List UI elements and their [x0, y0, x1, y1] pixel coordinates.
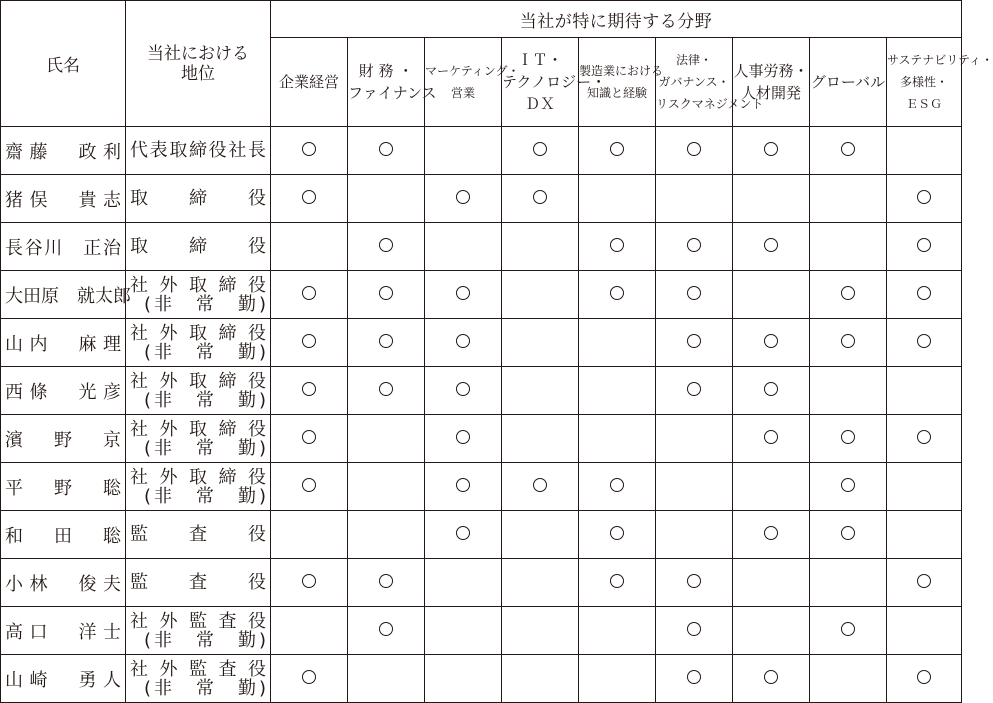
table-row — [1, 559, 962, 607]
field-header-line: ファイナンス — [348, 84, 437, 102]
circle-mark-icon — [687, 622, 701, 636]
position-note: (非 常 勤) — [144, 629, 266, 651]
skill-cell — [733, 319, 810, 367]
field-header-line: 企業経営 — [278, 73, 339, 91]
field-header-line: 人材開発 — [740, 84, 801, 102]
skill-cell — [271, 271, 348, 319]
table-row — [1, 367, 962, 415]
table-row — [1, 655, 962, 703]
skill-cell — [348, 511, 425, 559]
skill-cell — [271, 175, 348, 223]
skill-cell — [502, 175, 579, 223]
skill-cell — [348, 319, 425, 367]
skill-cell — [425, 223, 502, 271]
circle-mark-icon — [379, 334, 393, 348]
skill-cell — [271, 319, 348, 367]
field-header-5 — [656, 38, 764, 127]
skill-cell — [810, 319, 887, 367]
director-position — [126, 319, 271, 367]
position-note: (非 常 勤) — [144, 437, 266, 459]
director-name: 齋藤 政利 — [1, 127, 126, 175]
circle-mark-icon — [302, 670, 316, 684]
circle-mark-icon — [687, 334, 701, 348]
table-row — [1, 271, 962, 319]
table-row — [1, 223, 962, 271]
skill-cell — [502, 559, 579, 607]
circle-mark-icon — [456, 334, 470, 348]
skill-cell — [733, 655, 810, 703]
skill-cell — [810, 223, 887, 271]
skill-cell — [348, 415, 425, 463]
skill-cell — [348, 127, 425, 175]
circle-mark-icon — [456, 430, 470, 444]
skill-cell — [810, 415, 887, 463]
circle-mark-icon — [379, 622, 393, 636]
director-name: 大田原 就太郎 — [1, 271, 126, 319]
field-header-line: ＥＳＧ — [905, 97, 942, 111]
director-position — [126, 367, 271, 415]
skill-cell — [579, 655, 656, 703]
skill-cell — [502, 607, 579, 655]
circle-mark-icon — [841, 334, 855, 348]
field-header-line: 製造業における — [579, 64, 664, 78]
skill-cell — [810, 175, 887, 223]
name-column-header: 氏名 — [1, 1, 126, 127]
position-title: 社外監査役 — [130, 658, 266, 680]
circle-mark-icon — [533, 142, 547, 156]
skill-cell — [425, 319, 502, 367]
field-header-4 — [579, 38, 664, 127]
field-header-line: 多様性・ — [899, 75, 948, 89]
circle-mark-icon — [841, 142, 855, 156]
skill-cell — [656, 175, 733, 223]
skill-cell — [810, 367, 887, 415]
director-position — [126, 655, 271, 703]
skill-cell — [579, 415, 656, 463]
field-header-line: サステナビリティ・ — [887, 53, 993, 67]
circle-mark-icon — [610, 526, 624, 540]
table-row — [1, 415, 962, 463]
circle-mark-icon — [687, 670, 701, 684]
skill-cell — [887, 655, 962, 703]
circle-mark-icon — [302, 190, 316, 204]
position-title: 監 査 役 — [130, 524, 266, 545]
skill-cell — [810, 463, 887, 511]
circle-mark-icon — [610, 286, 624, 300]
director-name: 長谷川 正治 — [1, 223, 126, 271]
skill-cell — [271, 127, 348, 175]
circle-mark-icon — [841, 622, 855, 636]
circle-mark-icon — [302, 574, 316, 588]
skill-cell — [425, 511, 502, 559]
circle-mark-icon — [764, 670, 778, 684]
circle-mark-icon — [917, 238, 931, 252]
field-header-1 — [348, 38, 437, 127]
circle-mark-icon — [302, 142, 316, 156]
skill-cell — [810, 511, 887, 559]
skill-cell — [733, 607, 810, 655]
skill-cell — [733, 367, 810, 415]
circle-mark-icon — [302, 478, 316, 492]
skill-cell — [579, 127, 656, 175]
circle-mark-icon — [687, 286, 701, 300]
position-note: (非 常 勤) — [144, 293, 266, 315]
skill-cell — [733, 175, 810, 223]
position-title: 取 締 役 — [130, 236, 266, 257]
circle-mark-icon — [533, 478, 547, 492]
director-position — [126, 463, 271, 511]
position-note: (非 常 勤) — [144, 341, 266, 363]
circle-mark-icon — [302, 334, 316, 348]
skill-cell — [271, 367, 348, 415]
skill-cell — [810, 607, 887, 655]
skill-cell — [271, 655, 348, 703]
skill-cell — [887, 559, 962, 607]
skill-cell — [579, 175, 656, 223]
field-header-line: ＤＸ — [524, 95, 555, 113]
field-header-line: テクノロジー・ — [502, 73, 607, 91]
director-position — [126, 127, 271, 175]
circle-mark-icon — [302, 382, 316, 396]
circle-mark-icon — [764, 238, 778, 252]
circle-mark-icon — [610, 142, 624, 156]
skill-cell — [733, 415, 810, 463]
table-row — [1, 511, 962, 559]
skill-cell — [810, 559, 887, 607]
circle-mark-icon — [917, 430, 931, 444]
director-position — [126, 271, 271, 319]
skill-cell — [733, 223, 810, 271]
circle-mark-icon — [379, 574, 393, 588]
position-title: 社外取締役 — [130, 370, 266, 392]
position-title: 社外取締役 — [130, 466, 266, 488]
field-header-line: ガバナンス・ — [658, 75, 730, 89]
position-note: (非 常 勤) — [144, 389, 266, 411]
director-name: 山崎 勇人 — [1, 655, 126, 703]
skill-cell — [656, 367, 733, 415]
table-row — [1, 607, 962, 655]
skill-cell — [656, 655, 733, 703]
skill-cell — [887, 223, 962, 271]
skill-cell — [579, 559, 656, 607]
circle-mark-icon — [917, 670, 931, 684]
field-header-line: 営業 — [450, 86, 475, 100]
skill-cell — [348, 655, 425, 703]
skill-cell — [656, 271, 733, 319]
field-header-line: 人事労務・ — [733, 62, 809, 80]
skill-cell — [271, 415, 348, 463]
circle-mark-icon — [687, 574, 701, 588]
position-header-line1: 当社における — [147, 43, 249, 64]
director-position — [126, 415, 271, 463]
circle-mark-icon — [841, 286, 855, 300]
director-name: 和 田 聡 — [1, 511, 126, 559]
circle-mark-icon — [533, 190, 547, 204]
skill-cell — [271, 463, 348, 511]
circle-mark-icon — [610, 574, 624, 588]
position-note: (非 常 勤) — [144, 677, 266, 699]
circle-mark-icon — [841, 526, 855, 540]
circle-mark-icon — [456, 190, 470, 204]
table-row — [1, 319, 962, 367]
circle-mark-icon — [841, 478, 855, 492]
circle-mark-icon — [764, 334, 778, 348]
skill-cell — [656, 127, 733, 175]
position-title: 社外取締役 — [130, 274, 266, 296]
director-name: 猪俣 貴志 — [1, 175, 126, 223]
position-title: 取 締 役 — [130, 188, 266, 209]
skill-cell — [887, 367, 962, 415]
position-header-line2: 地位 — [181, 63, 215, 84]
skill-cell — [425, 175, 502, 223]
skill-cell — [579, 607, 656, 655]
skill-cell — [348, 175, 425, 223]
field-header-line: ＩＴ・ — [517, 51, 563, 69]
skill-cell — [502, 463, 579, 511]
skill-cell — [425, 271, 502, 319]
skill-cell — [425, 559, 502, 607]
skill-cell — [271, 607, 348, 655]
director-position — [126, 223, 271, 271]
position-column-header — [126, 1, 271, 127]
skill-cell — [579, 271, 656, 319]
field-header-line: グローバル — [810, 73, 886, 91]
skill-cell — [887, 175, 962, 223]
field-header-3 — [502, 38, 607, 127]
skill-cell — [425, 607, 502, 655]
circle-mark-icon — [764, 526, 778, 540]
skill-cell — [887, 463, 962, 511]
skill-cell — [579, 511, 656, 559]
director-position — [126, 607, 271, 655]
skill-cell — [502, 319, 579, 367]
skill-cell — [579, 367, 656, 415]
skill-cell — [887, 607, 962, 655]
skill-cell — [502, 655, 579, 703]
skill-cell — [348, 463, 425, 511]
field-header-6 — [733, 38, 810, 127]
circle-mark-icon — [917, 286, 931, 300]
expected-fields-header: 当社が特に期待する分野 — [271, 1, 962, 38]
director-position — [126, 559, 271, 607]
skill-cell — [810, 127, 887, 175]
skill-cell — [887, 319, 962, 367]
field-header-line: マーケティング・ — [425, 64, 520, 78]
skill-cell — [656, 223, 733, 271]
skill-cell — [502, 271, 579, 319]
circle-mark-icon — [917, 574, 931, 588]
skill-cell — [733, 271, 810, 319]
skill-cell — [271, 223, 348, 271]
skill-cell — [656, 319, 733, 367]
skill-cell — [733, 559, 810, 607]
skill-cell — [579, 463, 656, 511]
position-note: (非 常 勤) — [144, 485, 266, 507]
circle-mark-icon — [379, 142, 393, 156]
table-row — [1, 463, 962, 511]
director-name: 西條 光彦 — [1, 367, 126, 415]
skill-cell — [502, 367, 579, 415]
circle-mark-icon — [456, 526, 470, 540]
circle-mark-icon — [456, 478, 470, 492]
skill-cell — [656, 511, 733, 559]
skill-cell — [733, 463, 810, 511]
director-name: 山内 麻理 — [1, 319, 126, 367]
skill-cell — [271, 511, 348, 559]
circle-mark-icon — [456, 286, 470, 300]
circle-mark-icon — [917, 190, 931, 204]
circle-mark-icon — [687, 382, 701, 396]
field-header-line: リスクマネジメント — [656, 97, 764, 111]
circle-mark-icon — [687, 238, 701, 252]
skill-cell — [502, 223, 579, 271]
circle-mark-icon — [764, 142, 778, 156]
field-header-7 — [810, 38, 887, 127]
skill-cell — [733, 511, 810, 559]
skill-cell — [425, 463, 502, 511]
table-row — [1, 127, 962, 175]
skill-cell — [579, 319, 656, 367]
director-name: 濱 野 京 — [1, 415, 126, 463]
circle-mark-icon — [764, 382, 778, 396]
skill-cell — [733, 127, 810, 175]
circle-mark-icon — [379, 238, 393, 252]
skill-cell — [425, 655, 502, 703]
skill-cell — [348, 559, 425, 607]
skill-cell — [656, 607, 733, 655]
skill-cell — [810, 271, 887, 319]
circle-mark-icon — [302, 286, 316, 300]
field-header-line: 財 務 ・ — [358, 62, 414, 80]
position-title: 社外取締役 — [130, 322, 266, 344]
circle-mark-icon — [687, 142, 701, 156]
position-title: 社外監査役 — [130, 610, 266, 632]
skill-cell — [579, 223, 656, 271]
skill-cell — [271, 559, 348, 607]
skill-cell — [887, 511, 962, 559]
skill-cell — [887, 127, 962, 175]
circle-mark-icon — [610, 478, 624, 492]
field-header-0 — [271, 38, 348, 127]
skill-cell — [348, 367, 425, 415]
circle-mark-icon — [841, 430, 855, 444]
skill-cell — [887, 271, 962, 319]
director-rows — [1, 127, 962, 703]
skill-cell — [810, 655, 887, 703]
skill-cell — [425, 415, 502, 463]
circle-mark-icon — [456, 382, 470, 396]
skill-cell — [887, 415, 962, 463]
skill-cell — [656, 415, 733, 463]
skill-cell — [425, 127, 502, 175]
skill-cell — [502, 511, 579, 559]
field-header-line: 法律・ — [675, 53, 712, 67]
director-name: 高口 洋士 — [1, 607, 126, 655]
skill-cell — [502, 127, 579, 175]
position-title: 代表取締役社長 — [130, 140, 266, 161]
circle-mark-icon — [610, 238, 624, 252]
director-name: 小林 俊夫 — [1, 559, 126, 607]
skill-cell — [425, 367, 502, 415]
director-position — [126, 511, 271, 559]
skill-cell — [656, 463, 733, 511]
skill-cell — [348, 607, 425, 655]
position-title: 監 査 役 — [130, 572, 266, 593]
skill-cell — [656, 559, 733, 607]
position-title: 社外取締役 — [130, 418, 266, 440]
skill-cell — [348, 223, 425, 271]
field-header-line: 知識と経験 — [586, 86, 647, 100]
table-row — [1, 175, 962, 223]
skill-cell — [348, 271, 425, 319]
circle-mark-icon — [302, 430, 316, 444]
field-header-2 — [425, 38, 520, 127]
circle-mark-icon — [379, 286, 393, 300]
circle-mark-icon — [379, 382, 393, 396]
field-header-8 — [887, 38, 993, 127]
circle-mark-icon — [764, 430, 778, 444]
circle-mark-icon — [917, 334, 931, 348]
skill-cell — [502, 415, 579, 463]
director-position — [126, 175, 271, 223]
director-name: 平 野 聡 — [1, 463, 126, 511]
